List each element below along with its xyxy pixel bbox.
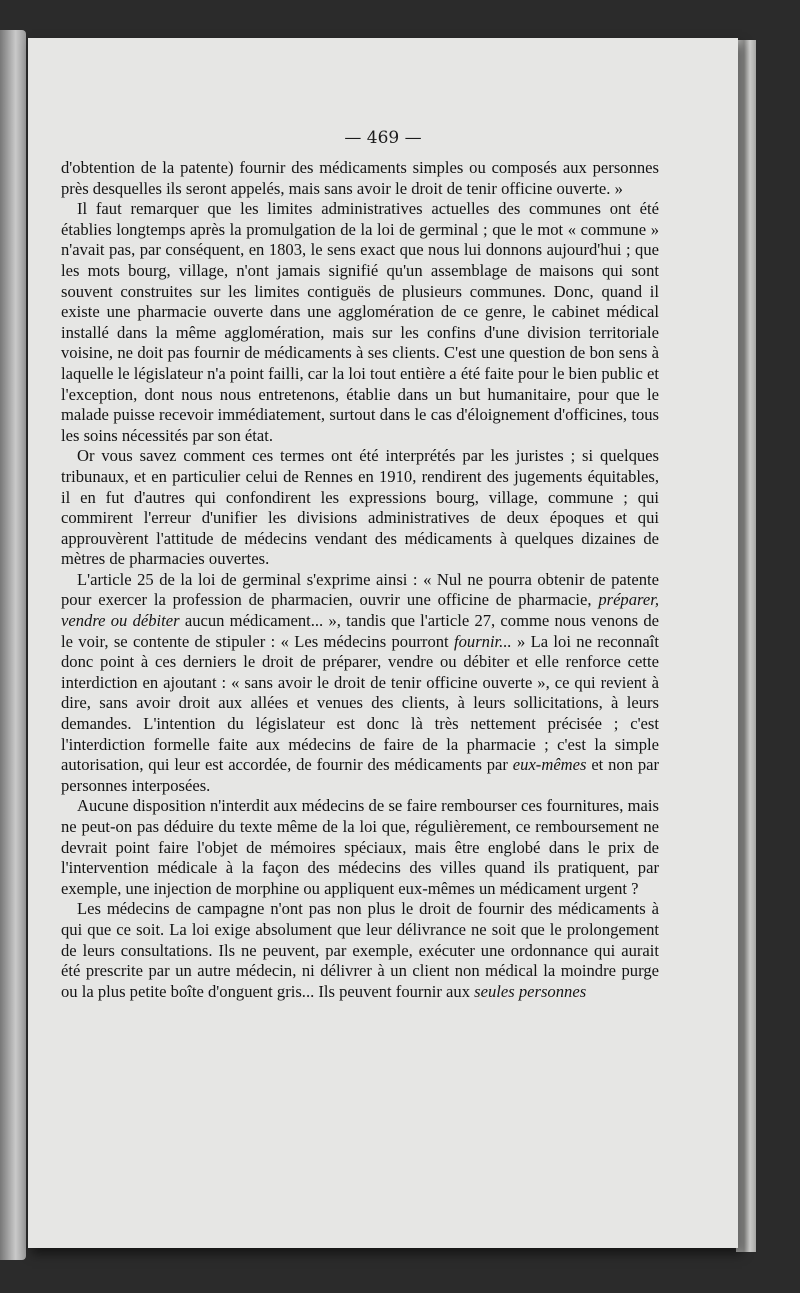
text-run: et non par personnes interposées. xyxy=(61,755,660,795)
paragraph xyxy=(61,796,659,899)
text-run: Aucune disposition n'interdit aux médecins de se faire rembourser ces fournitures, mais ne peut-on pas déduire du texte même de la loi que, régulièrement, ce remboursement ne devrait point faire l'objet de mémoires spéciaux, mais être englobé dans le prix de l'intervention médicale à la façon des médecins des villes quand ils pratiquent, par exemple, une injection de morphine ou appliquent eux-mêmes un médicament urgent ? xyxy=(61,796,659,898)
page-stack-edge xyxy=(736,40,756,1252)
italic-text-run: fournir... xyxy=(453,631,512,651)
italic-text-run: préparer, vendre ou débiter xyxy=(61,590,659,631)
text-run: Il faut remarquer que les limites administratives actuelles des communes ont été établies longtemps après la promulgation de la loi de germinal ; que le mot « commune » n'avait pas, par conséquent, en 1803, le sens exact que nous lui donnons aujourd'hui ; que les mots bourg, village, n'ont jamais signifié qu'un assemblage de maisons qui sont souvent construites sur les limites contiguës de plusieurs communes. Donc, quand il existe une pharmacie ouverte dans une agglomération de ce genre, le cabinet médical installé dans la même agglomération, mais sur les confins d'une division territoriale voisine, ne doit pas fournir de médicaments à ses clients. C'est une question de bon sens à laquelle le législateur n'a point failli, car la loi tout entière a été faite pour le bien public et l'exception, dont nous nous entretenons, établie dans un but humanitaire, pour que le malade puisse recevoir immédiatement, surtout dans le cas d'éloignement d'officines, tous les soins nécessités par son état. xyxy=(61,199,659,445)
page-number: — 469 — xyxy=(344,128,422,148)
italic-text-run: seules personnes xyxy=(474,981,587,1001)
text-run: Les médecins de campagne n'ont pas non plus le droit de fournir des médicaments à qui que ce soit. La loi exige absolument que leur délivrance ne soit que le prolongement de leurs consultations. Ils ne peuvent, par exemple, exécuter une ordonnance qui aurait été prescrite par un autre médecin, ni délivrer à un client non médical la moindre purge ou la plus petite boîte d'onguent gris... Ils peuvent fournir aux xyxy=(61,899,659,1001)
page-body-text xyxy=(61,158,659,1002)
paragraph xyxy=(61,570,659,797)
paragraph xyxy=(61,199,659,446)
paragraph xyxy=(61,158,659,199)
text-run: Or vous savez comment ces termes ont été interprétés par les juristes ; si quelques tribunaux, et en particulier celui de Rennes en 1910, rendirent des jugements équitables, il en fut d'autres qui confondirent les expressions bourg, village, commune ; qui commirent l'erreur d'unifier les divisions administratives de deux époques et qui approuvèrent l'attitude de médecins vendant des médicaments à quelques dizaines de mètres de pharmacies ouvertes. xyxy=(61,446,659,569)
adjacent-page-edge xyxy=(0,30,26,1260)
italic-text-run: eux-mêmes xyxy=(512,755,587,775)
paragraph xyxy=(61,899,659,1002)
text-run: aucun médicament... », tandis que l'article 27, comme nous venons de le voir, se contente de stipuler : « Les médecins pourront xyxy=(61,611,659,651)
paragraph xyxy=(61,446,659,570)
text-run: L'article 25 de la loi de germinal s'exprime ainsi : « Nul ne pourra obtenir de patente pour exercer la profession de pharmacien, ouvrir une officine de pharmacie, xyxy=(61,569,659,610)
text-run: d'obtention de la patente) fournir des médicaments simples ou composés aux personnes près desquelles ils seront appelés, mais sans avoir le droit de tenir officine ouverte. » xyxy=(61,158,659,198)
book-page xyxy=(28,38,738,1248)
text-run: » La loi ne reconnaît donc point à ces derniers le droit de préparer, vendre ou débiter et elle renforce cette interdiction en ajoutant : « sans avoir le droit de tenir officine ouverte », ce qui revient à dire, sans avoir droit aux allées et venues des clients, à leurs sollicitations, à leurs demandes. L'intention du législateur est donc là très nettement précisée ; c'est l'interdiction formelle faite aux médecins de faire de la pharmacie ; c'est la simple autorisation, qui leur est accordée, de fournir des médicaments par xyxy=(61,631,659,775)
